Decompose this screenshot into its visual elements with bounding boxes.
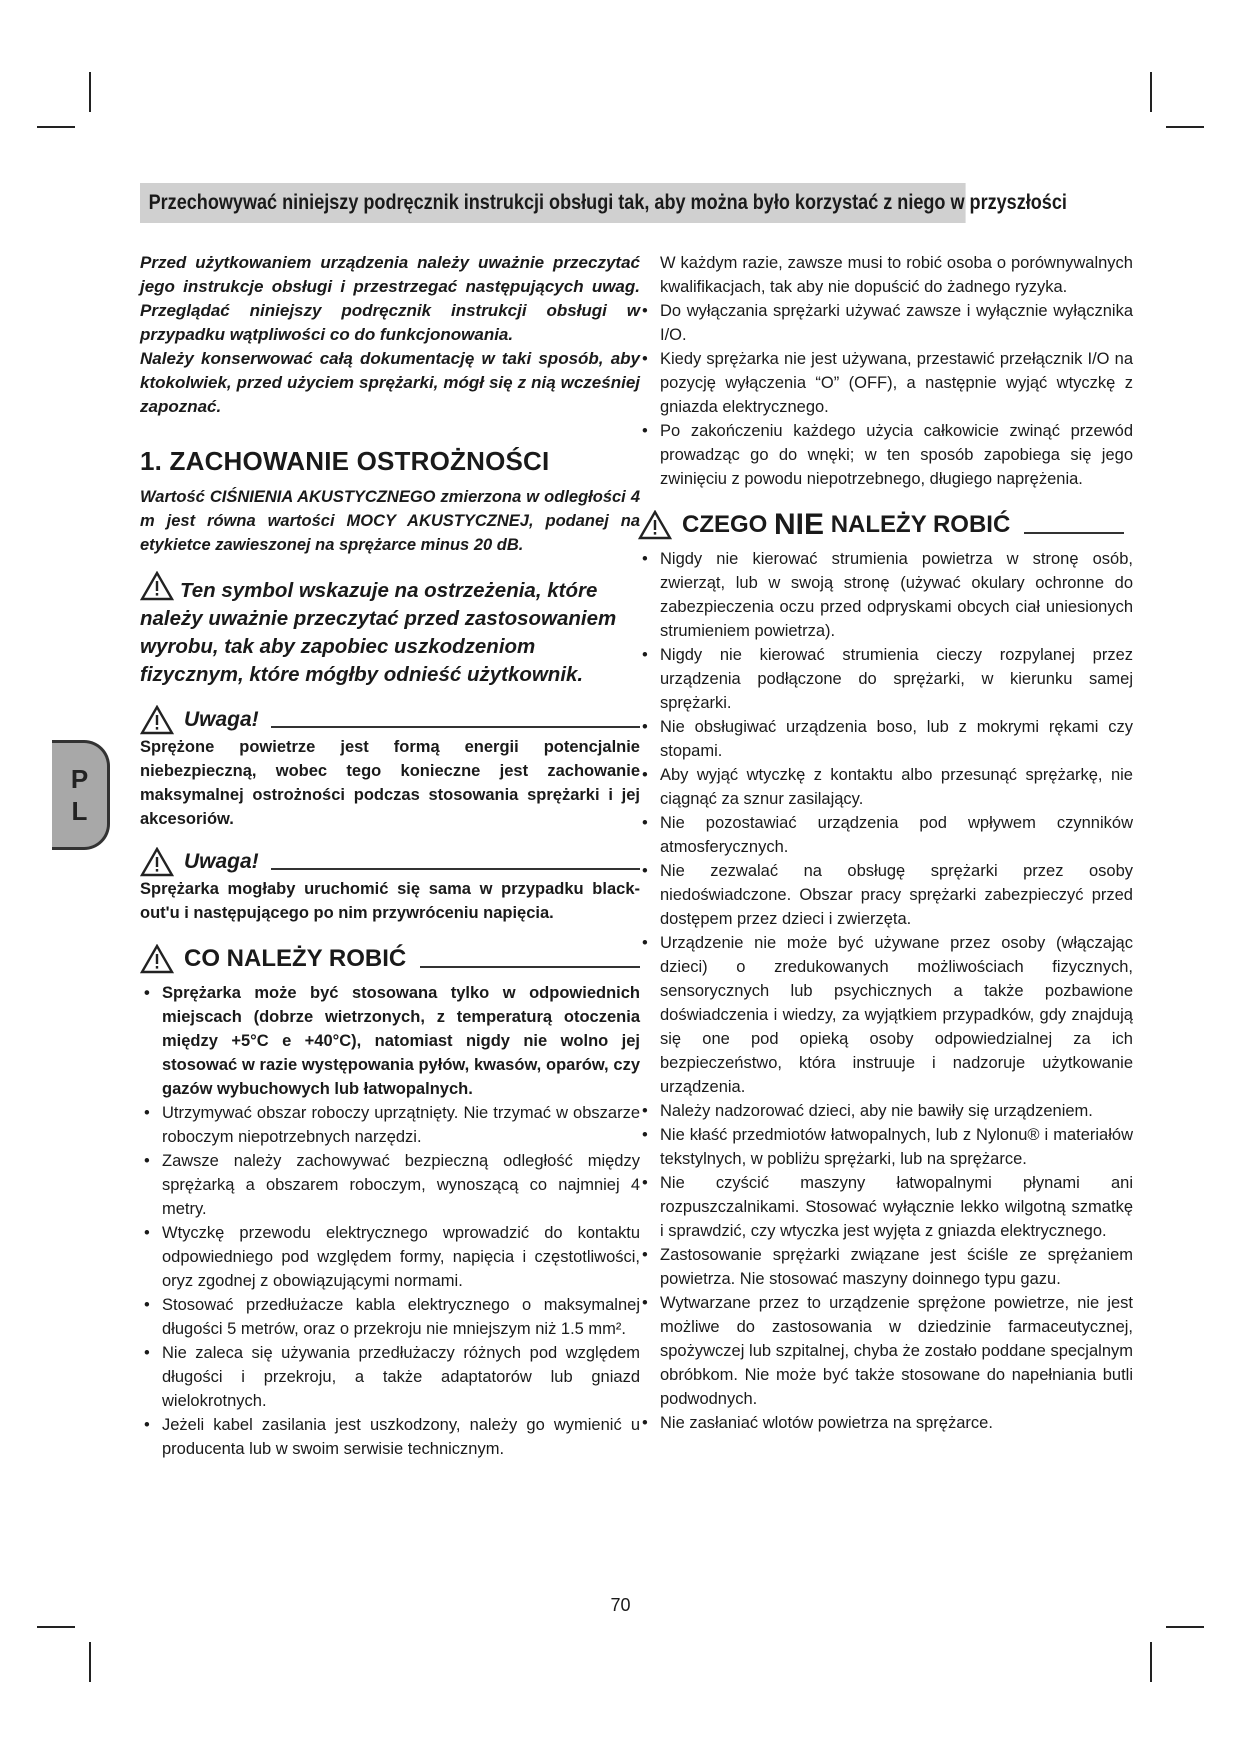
list-item: • Kiedy sprężarka nie jest używana, przestawić przełącznik I/O na pozycję wyłączenia “O” (OFF), a następnie wyjąć wtyczkę z gniazda elektrycznego. <box>638 347 1133 419</box>
page-number: 70 <box>610 1595 631 1615</box>
list-item: • Zastosowanie sprężarki związane jest ściśle ze sprężaniem powietrza. Nie stosować maszyny doinnego typu gazu. <box>638 1243 1133 1291</box>
list-item: • Nie zasłaniać wlotów powietrza na sprężarce. <box>638 1411 1133 1435</box>
heading-rule <box>420 950 640 968</box>
dont-title-nie: NIE <box>774 508 825 541</box>
list-item: • Po zakończeniu każdego użycia całkowicie zwinąć przewód prowadząc go do wnęki; w ten sposób zapobiega się jego zwinięciu z powodu niepotrzebnego, długiego naprężenia. <box>638 419 1133 491</box>
dont-title-part: NALEŻY ROBIĆ <box>830 511 1011 538</box>
list-item: • Nie zezwalać na obsługę sprężarki przez osoby niedoświadczone. Obszar pracy sprężarki zabezpieczyć przed dostępem przez dzieci i zwierzęta. <box>638 859 1133 931</box>
list-item: • Nie zaleca się używania przedłużaczy różnych pod względem długości i przekroju, a także adaptatorów lub gniazd wielokrotnych. <box>140 1341 640 1413</box>
crop-mark <box>89 1642 91 1682</box>
crop-mark <box>1150 1642 1152 1682</box>
warning-triangle-icon <box>140 847 174 877</box>
dont-heading <box>638 509 1133 541</box>
section-title: 1. ZACHOWANIE OSTROŻNOŚCI <box>140 446 550 476</box>
list-item: • Jeżeli kabel zasilania jest uszkodzony, należy go wymienić u producenta lub w swoim serwisie technicznym. <box>140 1413 640 1461</box>
heading-rule <box>271 854 640 870</box>
list-item: • Aby wyjąć wtyczkę z kontaktu albo przesunąć sprężarkę, nie ciągnąć za sznur zasilający. <box>638 763 1133 811</box>
list-item: • Nie obsługiwać urządzenia boso, lub z mokrymi rękami czy stopami. <box>638 715 1133 763</box>
list-item: • Nigdy nie kierować strumienia cieczy rozpylanej przez urządzenia podłączone do sprężarki, w kierunku samej sprężarki. <box>638 643 1133 715</box>
intro-paragraph: Przed użytkowaniem urządzenia należy uważnie przeczytać jego instrukcje obsługi i przestrzegać następujących uwag. Przeglądać niniejszy podręcznik instrukcji obsługi w przypadku wątpliwości co do funkcjonowania. <box>140 253 640 344</box>
do-list <box>140 981 640 1461</box>
list-item: • Wtyczkę przewodu elektrycznego wprowadzić do kontaktu odpowiedniego pod względem formy, napięcia i częstotliwości, oryz zgodnej z obowiązującymi normami. <box>140 1221 640 1293</box>
warning-triangle-icon <box>140 705 174 735</box>
continued-list <box>638 299 1133 491</box>
symbol-note-text: Ten symbol wskazuje na ostrzeżenia, które należy uważnie przeczytać przed zastosowaniem wyrobu, tak aby zapobiec uszkodzeniom fizycznym, które mógłby odnieść użytkownik. <box>140 579 617 686</box>
header-title: Przechowywać niniejszy podręcznik instrukcji obsługi tak, aby można było korzystać z niego w przyszłości <box>140 183 966 223</box>
warning-title: Uwaga! <box>184 850 259 873</box>
warning-triangle-icon <box>638 510 672 540</box>
crop-mark <box>1166 1626 1204 1628</box>
heading-rule <box>1024 516 1124 534</box>
symbol-note <box>140 571 640 689</box>
language-tab-letter: P <box>70 764 89 794</box>
continued-paragraph: W każdym razie, zawsze musi to robić osoba o porównywalnych kwalifikacjach, tak aby nie dopuścić do żadnego ryzyka. <box>660 254 1133 296</box>
right-column <box>638 251 1133 1435</box>
intro-paragraph: Należy konserwować całą dokumentację w taki sposób, aby ktokolwiek, przed użyciem sprężarki, mógł się z nią wcześniej zapoznać. <box>140 349 640 416</box>
list-item: • Sprężarka może być stosowana tylko w odpowiednich miejscach (dobrze wietrzonych, z temperaturą otoczenia między +5°C e +40°C), natomiast nigdy nie wolno jej stosować w razie występowania pyłów, kwasów, oparów, czy gazów wybuchowych lub łatwopalnych. <box>140 981 640 1101</box>
do-title: CO NALEŻY ROBIĆ <box>184 945 407 972</box>
list-item: • Zawsze należy zachowywać bezpieczną odległość między sprężarką a obszarem roboczym, wynoszącą co najmniej 4 metry. <box>140 1149 640 1221</box>
warning-title: Uwaga! <box>184 708 259 731</box>
list-item: • Stosować przedłużacze kabla elektrycznego o maksymalnej długości 5 metrów, oraz o przekroju nie mniejszym niż 1.5 mm². <box>140 1293 640 1341</box>
warning-text: Sprężarka mogłaby uruchomić się sama w przypadku black-out'u i następującego po nim przywróceniu napięcia. <box>140 880 640 922</box>
noise-note: Wartość CIŚNIENIA AKUSTYCZNEGO zmierzona w odległości 4 m jest równa wartości MOCY AKUSTYCZNEJ, podanej na etykietce zawieszonej na sprężarce minus 20 dB. <box>140 488 640 554</box>
crop-mark <box>1150 72 1152 112</box>
list-item: • Urządzenie nie może być używane przez osoby (włączając dzieci) o zredukowanych możliwościach fizycznych, sensorycznych lub psychicznych a także pozbawione doświadczenia i wiedzy, za wyjątkiem przypadków, gdy znajdują się one pod opieką osoby odpowiedzialnej za ich bezpieczeństwo, która instruuje i nadzoruje użytkowanie urządzenia. <box>638 931 1133 1099</box>
list-item: • Nigdy nie kierować strumienia powietrza w stronę osób, zwierząt, lub w swoją stronę (używać okulary ochronne do zabezpieczenia oczu przed odpryskami obcych ciał uniesionych strumieniem powietrza). <box>638 547 1133 643</box>
dont-list <box>638 547 1133 1435</box>
left-column <box>140 251 640 1461</box>
warning-triangle-icon <box>140 571 174 601</box>
list-item: • Nie kłaść przedmiotów łatwopalnych, lub z Nylonu® i materiałów tekstylnych, w pobliżu sprężarki, lub na sprężarce. <box>638 1123 1133 1171</box>
warning-text: Sprężone powietrze jest formą energii potencjalnie niebezpieczną, wobec tego konieczne jest zachowanie maksymalnej ostrożności podczas stosowania sprężarki i jej akcesoriów. <box>140 738 640 828</box>
list-item: • Należy nadzorować dzieci, aby nie bawiły się urządzeniem. <box>638 1099 1133 1123</box>
list-item: • Nie czyścić maszyny łatwopalnymi płynami ani rozpuszczalnikami. Stosować wyłącznie lekko wilgotną szmatkę i sprawdzić, czy wtyczka jest wyjęta z gniazda elektrycznego. <box>638 1171 1133 1243</box>
dont-title-part: CZEGO <box>682 511 768 538</box>
list-item: • Wytwarzane przez to urządzenie sprężone powietrze, nie jest możliwe do zastosowania w dziedzinie farmaceutycznej, spożywczej lub szpitalnej, chyba że zostało poddane specjalnym obróbkom. Nie może być także stosowane do napełniania butli podwodnych. <box>638 1291 1133 1411</box>
heading-rule <box>271 712 640 728</box>
do-heading <box>140 943 640 975</box>
language-tab-letter: L <box>71 796 88 826</box>
crop-mark <box>37 126 75 128</box>
warning-heading <box>140 847 640 877</box>
warning-triangle-icon <box>140 944 174 974</box>
crop-mark <box>37 1626 75 1628</box>
list-item: • Do wyłączania sprężarki używać zawsze i wyłącznie wyłącznika I/O. <box>638 299 1133 347</box>
warning-heading <box>140 705 640 735</box>
crop-mark <box>89 72 91 112</box>
list-item: • Nie pozostawiać urządzenia pod wpływem czynników atmosferycznych. <box>638 811 1133 859</box>
list-item: • Utrzymywać obszar roboczy uprzątnięty. Nie trzymać w obszarze roboczym niepotrzebnych narzędzi. <box>140 1101 640 1149</box>
language-tab <box>52 740 110 850</box>
crop-mark <box>1166 126 1204 128</box>
